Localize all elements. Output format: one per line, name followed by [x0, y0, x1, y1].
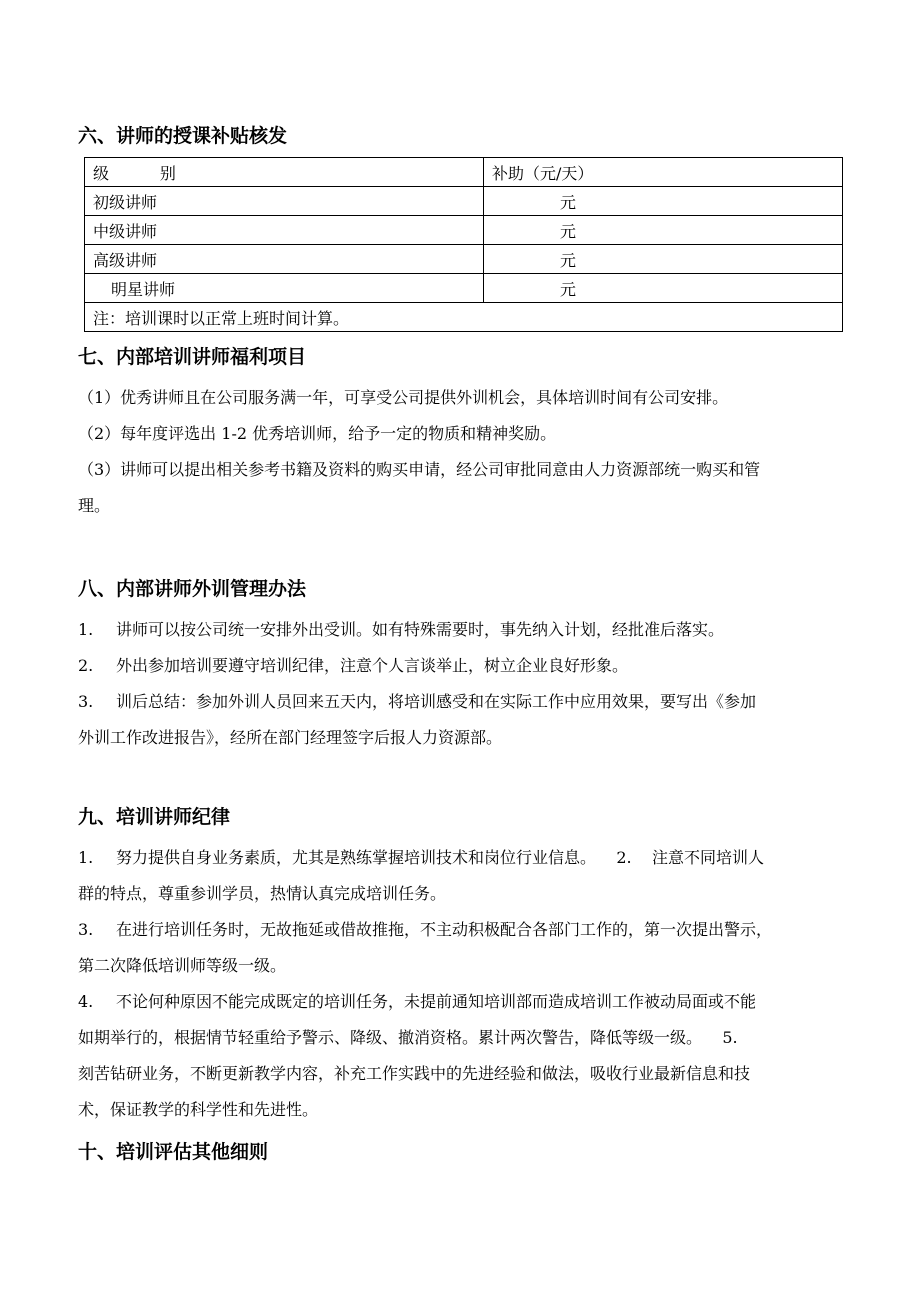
- table-header-row: [85, 158, 843, 187]
- table-note: 注：培训课时以正常上班时间计算。: [85, 303, 843, 332]
- table-row: [85, 216, 843, 245]
- list-item-continuation: 刻苦钻研业务，不断更新教学内容，补充工作实践中的先进经验和做法，吸收行业最新信息和技: [78, 1064, 751, 1083]
- row-unit: 元: [484, 187, 843, 216]
- list-item: [78, 648, 846, 684]
- row-level: 初级讲师: [85, 187, 484, 216]
- list-item: [78, 984, 846, 1020]
- table-note-row: [85, 303, 843, 332]
- list-item-continuation: 如期举行的，根据情节轻重给予警示、降级、撤消资格。累计两次警告，降低等级一级。 5.: [78, 1028, 738, 1047]
- list-item: [78, 612, 846, 648]
- list-item: [78, 912, 846, 948]
- section-6-title: 六、讲师的授课补贴核发: [78, 125, 288, 147]
- section-9-title: 九、培训讲师纪律: [78, 806, 231, 828]
- section-7-title: 七、内部培训讲师福利项目: [78, 346, 307, 368]
- item-text: 不论何种原因不能完成既定的培训任务，未提前通知培训部而造成培训工作被动局面或不能: [116, 992, 757, 1011]
- section-7-body: [78, 380, 846, 524]
- item-number: 1.: [78, 848, 94, 867]
- table-row: [85, 245, 843, 274]
- row-level: 明星讲师: [85, 274, 484, 303]
- item-text: 努力提供自身业务素质，尤其是熟练掌握培训技术和岗位行业信息。 2. 注意不同培训人: [116, 848, 764, 867]
- list-item-continuation: 第二次降低培训师等级一级。: [78, 956, 287, 975]
- item-text: 讲师可以按公司统一安排外出受训。如有特殊需要时，事先纳入计划，经批准后落实。: [116, 620, 725, 639]
- header-level: 级 别: [85, 158, 484, 187]
- item-number: 4.: [78, 992, 94, 1011]
- section-8-body: [78, 612, 846, 756]
- section-10-title: 十、培训评估其他细则: [78, 1141, 269, 1163]
- row-unit: 元: [484, 245, 843, 274]
- table-row: [85, 187, 843, 216]
- row-level: 高级讲师: [85, 245, 484, 274]
- table-row: [85, 274, 843, 303]
- paragraph-line: 理。: [78, 496, 111, 515]
- item-number: 3.: [78, 692, 94, 711]
- section-9-body: [78, 840, 846, 1128]
- subsidy-table: [84, 157, 843, 332]
- header-subsidy: 补助（元/天）: [484, 158, 843, 187]
- row-unit: 元: [484, 216, 843, 245]
- paragraph-line: （3）讲师可以提出相关参考书籍及资料的购买申请，经公司审批同意由人力资源部统一购买和管: [78, 460, 761, 479]
- item-number: 2.: [78, 656, 94, 675]
- section-8-title: 八、内部讲师外训管理办法: [78, 578, 307, 600]
- row-level: 中级讲师: [85, 216, 484, 245]
- list-item-continuation: 群的特点，尊重参训学员，热情认真完成培训任务。: [78, 884, 447, 903]
- paragraph-line: （2）每年度评选出 1-2 优秀培训师，给予一定的物质和精神奖励。: [78, 424, 557, 443]
- list-item: [78, 684, 846, 720]
- paragraph-line: （1）优秀讲师且在公司服务满一年，可享受公司提供外训机会，具体培训时间有公司安排。: [78, 388, 729, 407]
- row-unit: 元: [484, 274, 843, 303]
- list-item: [78, 840, 846, 876]
- item-text: 在进行培训任务时，无故拖延或借故推拖，不主动积极配合各部门工作的，第一次提出警示，: [116, 920, 773, 939]
- list-item-continuation: 术，保证教学的科学性和先进性。: [78, 1100, 319, 1119]
- item-number: 3.: [78, 920, 94, 939]
- item-text: 训后总结：参加外训人员回来五天内，将培训感受和在实际工作中应用效果，要写出《参加: [116, 692, 757, 711]
- item-text: 外出参加培训要遵守培训纪律，注意个人言谈举止，树立企业良好形象。: [116, 656, 629, 675]
- list-item-continuation: 外训工作改进报告》，经所在部门经理签字后报人力资源部。: [78, 728, 503, 747]
- item-number: 1.: [78, 620, 94, 639]
